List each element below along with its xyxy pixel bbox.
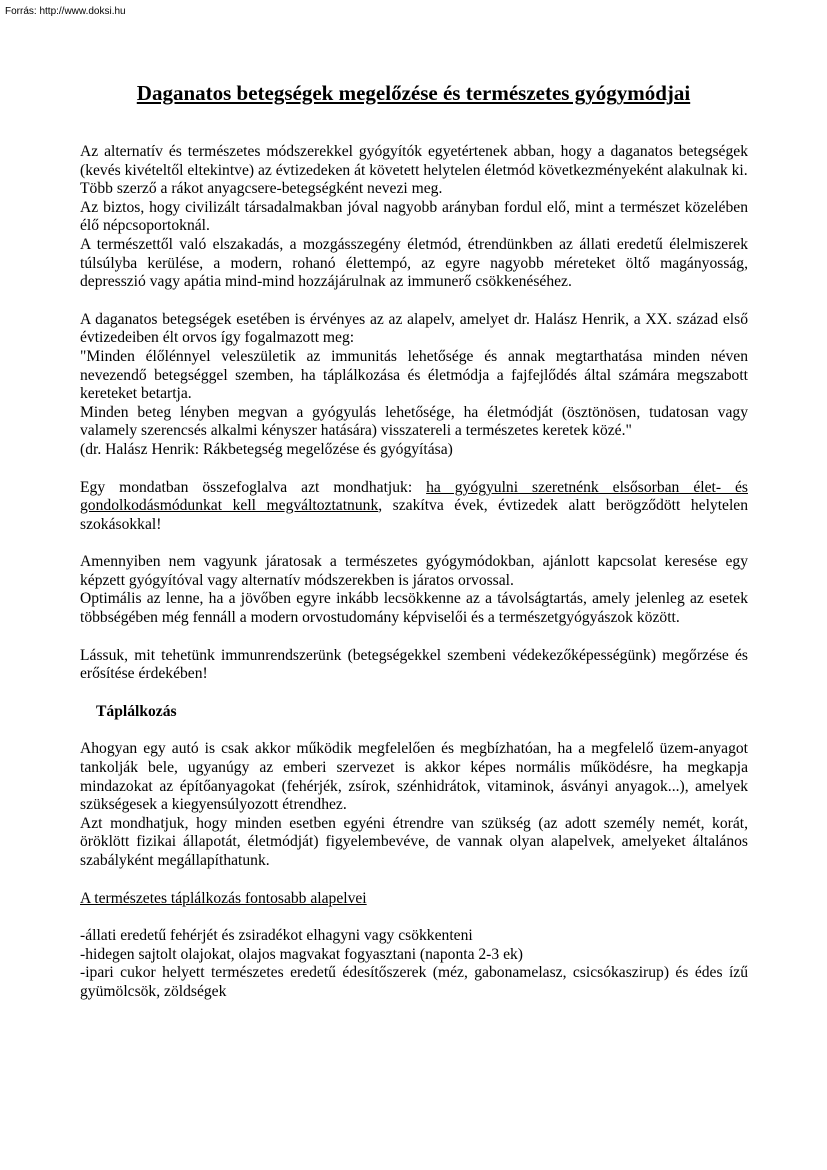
list-item: -hidegen sajtolt olajokat, olajos magvakat fogyasztani (naponta 2-3 ek) xyxy=(80,945,523,963)
subheading: A természetes táplálkozás fontosabb alapelvei xyxy=(80,889,367,907)
paragraph: A daganatos betegségek esetében is érvényes az az alapelv, amelyet dr. Halász Henrik, a XX. század első évtizedeiben élt orvos így fogalmazott meg: xyxy=(80,310,748,347)
paragraph: Azt mondhatjuk, hogy minden esetben egyéni étrendre van szükség (az adott személy nemét, korát, öröklött fizikai állapotát, életmódját) figyelembevéve, de vannak olyan alapelvek, amelyeket általános szabályként megállapíthatunk. xyxy=(80,814,748,869)
paragraph: A természettől való elszakadás, a mozgásszegény életmód, étrendünkben az állati eredetű élelmiszerek túlsúlyba kerülése, a modern, rohanó élettempó, az egyre nagyobb méreteket öltő magányosság, depresszió vagy apátia mind-mind hozzájárulnak az immunerő csökkenéséhez. xyxy=(80,235,748,291)
quote-paragraph: "Minden élőlénnyel veleszületik az immunitás lehetősége és annak megtarthatása minden néven nevezendő betegséggel szemben, ha táplálkozása és életmódja a fajfejlődés által számára megszabott kereteket betartja. xyxy=(80,347,748,403)
summary-underlined: ha gyógyulni szeretnénk elsősorban élet- és gondolkodásmódunkat kell megváltoztatnunk xyxy=(80,478,748,515)
paragraph: Lássuk, mit tehetünk immunrendszerünk (betegségekkel szembeni védekezőképességünk) megőrzése és erősítése érdekében! xyxy=(80,646,748,683)
paragraph: Az biztos, hogy civilizált társadalmakban jóval nagyobb arányban fordul elő, mint a természet közelében élő népcsoportoknál. xyxy=(80,198,748,235)
quote-paragraph: Minden beteg lényben megvan a gyógyulás lehetősége, ha életmódját (ösztönösen, tudatosan vagy valamely szerencsés alkalmi kényszer hatására) visszatereli a természetes keretek közé." xyxy=(80,403,748,440)
list-item: -állati eredetű fehérjét és zsiradékot elhagyni vagy csökkenteni xyxy=(80,927,473,945)
section-heading: Táplálkozás xyxy=(96,702,177,720)
list-item: -ipari cukor helyett természetes eredetű édesítőszerek (méz, gabonamelasz, csicsókaszirup) és édes ízű gyümölcsök, zöldségek xyxy=(80,964,748,1000)
paragraph: Ahogyan egy autó is csak akkor működik megfelelően és megbízhatóan, ha a megfelelő üzem-anyagot tankolják bele, ugyanúgy az emberi szervezet is akkor képes normális működésre, ha megkapja mindazokat az építőanyagokat (fehérjék, zsírok, szénhidrátok, vitaminok, ásványi anyagok...), amelyek szükségesek a kiegyensúlyozott étrendhez. xyxy=(80,740,748,814)
quote-citation: (dr. Halász Henrik: Rákbetegség megelőzése és gyógyítása) xyxy=(80,440,453,458)
paragraph: Optimális az lenne, ha a jövőben egyre inkább lecsökkenne az a távolságtartás, amely jelenleg az esetek többségében még fennáll a modern orvostudomány képviselői és a természetgyógyászok között. xyxy=(80,590,748,627)
summary-tail: , szakítva évek, évtizedek alatt berögződött helytelen szokásokkal! xyxy=(80,497,748,533)
paragraph: Több szerző a rákot anyagcsere-betegségként nevezi meg. xyxy=(80,180,443,198)
source-label: Forrás: http://www.doksi.hu xyxy=(5,6,126,17)
summary-paragraph xyxy=(80,479,748,535)
paragraph: Az alternatív és természetes módszerekkel gyógyítók egyetértenek abban, hogy a daganatos betegségek (kevés kivételtől eltekintve) az évtizedeken át követett helytelen életmód következményeként alakulnak ki. xyxy=(80,143,748,179)
paragraph: Amennyiben nem vagyunk járatosak a természetes gyógymódokban, ajánlott kapcsolat keresése egy képzett gyógyítóval vagy alternatív módszerekben is járatos orvossal. xyxy=(80,553,748,589)
summary-lead: Egy mondatban összefoglalva azt mondhatjuk: xyxy=(80,478,427,496)
page-title: Daganatos betegségek megelőzése és természetes gyógymódjai xyxy=(136,81,691,105)
document-body xyxy=(80,143,748,1002)
